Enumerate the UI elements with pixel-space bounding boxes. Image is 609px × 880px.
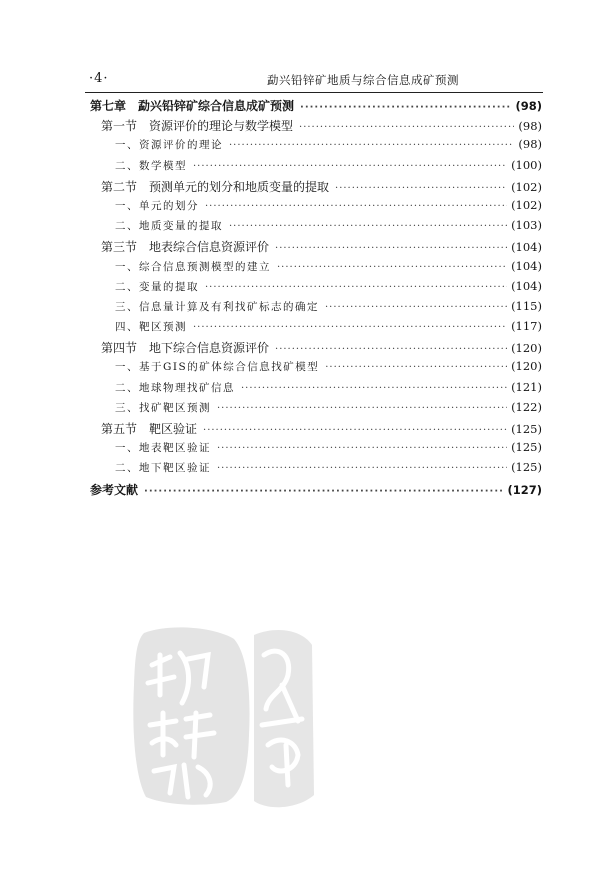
toc-chapter-entry <box>90 97 542 117</box>
toc-entry-title: 第一节 资源评价的理论与数学模型 <box>101 119 294 134</box>
toc-entry-title: 第五节 靶区验证 <box>101 422 198 436</box>
toc-subsection-entry <box>90 259 542 279</box>
toc-entry-page: (125) <box>511 422 542 436</box>
toc-entry-page: (125) <box>511 440 542 455</box>
toc-entry-title: 一、单元的划分 <box>115 199 199 212</box>
toc-subsection-entry <box>90 299 542 319</box>
toc-entry-page: (103) <box>511 218 542 233</box>
toc-entry-title: 二、地质变量的提取 <box>115 220 223 233</box>
toc-subsection-entry <box>90 400 542 420</box>
toc-entry-title: 第二节 预测单元的划分和地质变量的提取 <box>101 179 330 194</box>
toc-entry-title: 三、找矿靶区预测 <box>115 401 211 414</box>
toc-dot-leader <box>299 122 514 133</box>
toc-entry-title: 二、变量的提取 <box>115 280 199 293</box>
toc-dot-leader <box>325 362 507 373</box>
toc-entry-title: 第七章 勐兴铅锌矿综合信息成矿预测 <box>90 99 295 113</box>
toc-subsection-entry <box>90 218 542 238</box>
toc-entry-title: 二、地球物理找矿信息 <box>115 381 235 394</box>
toc-subsection-entry <box>90 440 542 460</box>
toc-entry-page: (102) <box>511 197 542 212</box>
table-of-contents <box>90 97 542 501</box>
toc-dot-leader <box>275 344 507 355</box>
running-title: 勐兴铅锌矿地质与综合信息成矿预测 <box>267 73 459 87</box>
toc-entry-title: 二、数学模型 <box>115 159 187 172</box>
toc-subsection-entry <box>90 460 542 480</box>
toc-entry-page: (117) <box>511 319 542 334</box>
toc-dot-leader <box>217 403 507 414</box>
toc-entry-title: 三、信息量计算及有利找矿标志的确定 <box>115 300 319 313</box>
toc-subsection-entry <box>90 279 542 299</box>
toc-dot-leader <box>275 243 507 254</box>
toc-entry-page: (115) <box>511 298 542 313</box>
toc-entry-page: (125) <box>511 460 542 475</box>
toc-entry-page: (98) <box>518 137 542 152</box>
toc-entry-page: (121) <box>511 379 542 394</box>
toc-subsection-entry <box>90 137 542 157</box>
toc-entry-title: 一、资源评价的理论 <box>115 139 223 152</box>
page-header <box>85 68 543 90</box>
toc-entry-page: (122) <box>511 399 542 414</box>
toc-dot-leader <box>241 383 507 394</box>
toc-entry-page: (127) <box>507 482 542 497</box>
toc-section-entry <box>90 178 542 198</box>
toc-entry-page: (98) <box>515 99 542 113</box>
toc-dot-leader <box>229 140 514 151</box>
toc-entry-page: (104) <box>511 240 542 255</box>
toc-subsection-entry <box>90 158 542 178</box>
toc-entry-title: 第三节 地表综合信息资源评价 <box>101 240 270 255</box>
toc-section-entry <box>90 420 542 440</box>
toc-entry-page: (120) <box>511 359 542 374</box>
toc-dot-leader <box>335 183 507 194</box>
toc-entry-title: 一、基于GIS的矿体综合信息找矿模型 <box>115 361 320 374</box>
toc-dot-leader <box>203 425 507 436</box>
toc-entry-title: 二、地下靶区验证 <box>115 462 211 475</box>
toc-entry-title: 一、综合信息预测模型的建立 <box>115 260 271 273</box>
page-number: ·4· <box>89 71 109 86</box>
toc-subsection-entry <box>90 319 542 339</box>
seal-stamp-watermark <box>130 625 252 805</box>
toc-chapter-entry <box>90 481 542 501</box>
toc-section-entry <box>90 117 542 137</box>
toc-dot-leader <box>193 161 507 172</box>
toc-section-entry <box>90 238 542 258</box>
toc-dot-leader <box>205 282 507 293</box>
toc-entry-page: (104) <box>511 278 542 293</box>
toc-dot-leader <box>144 486 503 497</box>
header-rule <box>85 92 543 93</box>
toc-entry-title: 第四节 地下综合信息资源评价 <box>101 341 270 356</box>
toc-dot-leader <box>205 201 507 212</box>
pdg-watermark-logo <box>248 625 318 825</box>
toc-subsection-entry <box>90 380 542 400</box>
toc-dot-leader <box>277 262 507 273</box>
toc-dot-leader <box>217 443 507 454</box>
toc-entry-page: (100) <box>511 157 542 172</box>
toc-dot-leader <box>229 221 507 232</box>
toc-entry-page: (104) <box>511 258 542 273</box>
toc-dot-leader <box>325 302 507 313</box>
toc-entry-page: (102) <box>511 179 542 194</box>
toc-dot-leader <box>300 102 511 113</box>
pdg-logo-text: PDG <box>268 812 296 825</box>
toc-subsection-entry <box>90 359 542 379</box>
toc-entry-title: 一、地表靶区验证 <box>115 442 211 455</box>
toc-section-entry <box>90 339 542 359</box>
toc-dot-leader <box>193 322 507 333</box>
toc-dot-leader <box>217 463 507 474</box>
toc-subsection-entry <box>90 198 542 218</box>
toc-entry-page: (120) <box>511 341 542 356</box>
toc-entry-title: 四、靶区预测 <box>115 321 187 334</box>
toc-entry-title: 参考文献 <box>90 482 139 497</box>
toc-entry-page: (98) <box>518 119 542 134</box>
